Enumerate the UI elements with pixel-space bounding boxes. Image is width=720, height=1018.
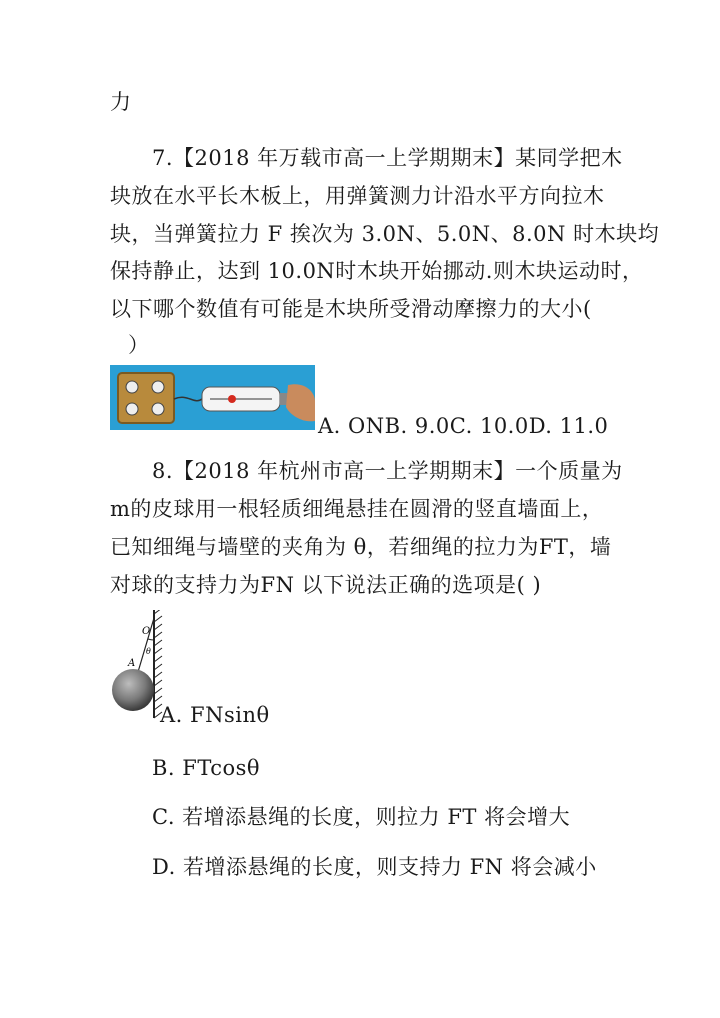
q7-line-2: 块放在水平长木板上，用弹簧测力计沿水平方向拉木 [110,184,605,208]
q8-option-d: D. 若增添悬绳的长度，则支持力 FN 将会减小 [152,855,597,879]
q8-line-3: 已知细绳与墙壁的夹角为 θ，若细绳的拉力为FT，墙 [110,535,612,559]
q8-option-b: B. FTcosθ [152,756,261,780]
ball-icon [112,669,154,711]
continued-text-fragment: 力 [110,90,132,114]
q8-line-2: m的皮球用一根轻质细绳悬挂在圆滑的竖直墙面上， [110,497,604,521]
q7-line-5: 以下哪个数值有可能是木块所受滑动摩擦力的大小( [110,297,592,321]
q8-option-c: C. 若增添悬绳的长度，则拉力 FT 将会增大 [152,805,571,829]
label-theta: θ [146,647,151,656]
spring-scale-photo [110,365,315,430]
q8-option-a: A. FNsinθ [160,703,270,727]
q7-line-6: ） [128,333,150,357]
q7-line-3: 块，当弹簧拉力 F 挨次为 3.0N、5.0N、8.0N 时木块均 [110,222,660,246]
q7-line-4: 保持静止，达到 10.0N时木块开始挪动.则木块运动时， [110,259,644,283]
q7-line-1: 7.【2018 年万载市高一上学期期末】某同学把木 [152,146,623,170]
label-a: A [128,658,136,669]
q7-options: A. ONB. 9.0C. 10.0D. 11.0 [318,414,609,438]
q8-line-1: 8.【2018 年杭州市高一上学期期末】一个质量为 [152,459,623,483]
label-o: O [142,626,151,637]
q8-line-4: 对球的支持力为FN 以下说法正确的选项是( ) [110,573,542,597]
